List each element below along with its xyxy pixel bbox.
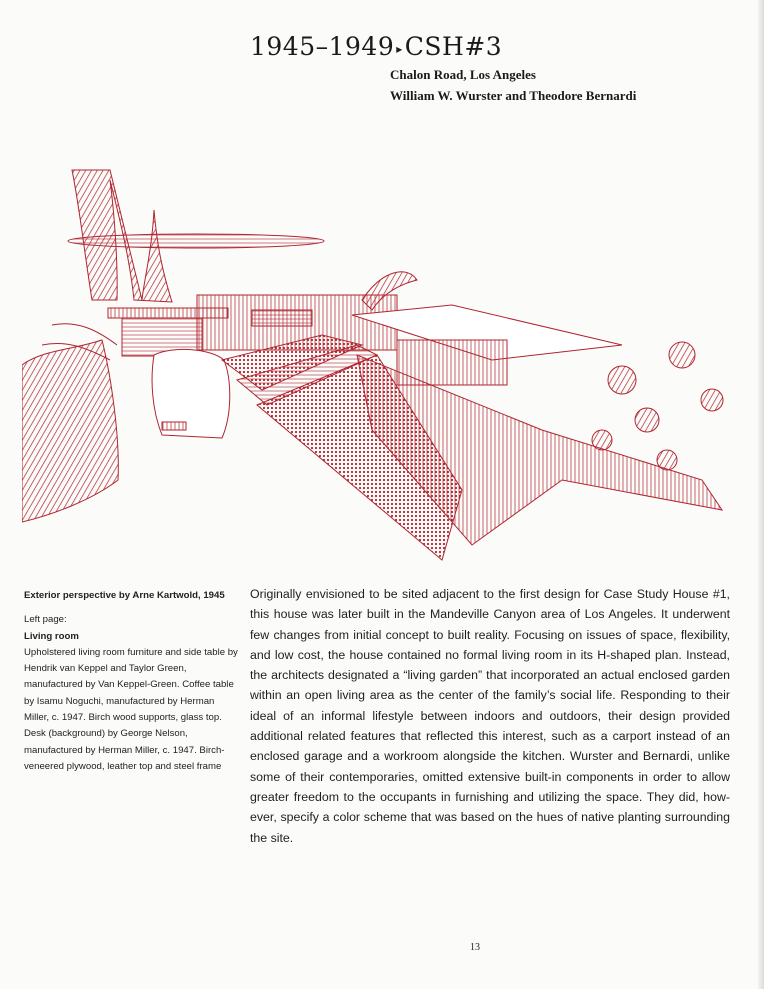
exterior-perspective-illustration bbox=[22, 150, 734, 565]
house-windows bbox=[252, 310, 312, 326]
page-number: 13 bbox=[470, 942, 480, 953]
location-subtitle: Chalon Road, Los Angeles bbox=[390, 67, 536, 82]
architects-subtitle: William W. Wurster and Theodore Bernardi bbox=[390, 88, 637, 103]
hillside-foliage bbox=[22, 340, 118, 522]
caption-room: Living room bbox=[24, 630, 79, 642]
caption-description: Upholstered living room furniture and side table by Hendrik van Keppel and Taylor Green, manufactured by Van Keppel-Green. Coffee table by Isamu Noguchi, manufactured by Herman Miller, c. 1947. Birch wood supports, glass top. Desk (background) by George Nelson, manufactured by Herman Miller, c. 1947. Birch-veneered plywood, leather top and steel frame bbox=[24, 646, 238, 772]
car-license-plate bbox=[162, 422, 186, 430]
title-years: 1945–1949 bbox=[250, 32, 395, 61]
body-paragraph: Originally envisioned to be sited adjacent to the first design for Case Study House #1, this house was later built in the Mandeville Canyon area of Los Angeles. It underwent few changes from initial concept to built reality. Focusing on issues of space, flexibility, and low cost, the house contained no formal living room in its H-shaped plan. Instead, the architects designated a “living garden” that incorporated an actual enclosed garden within an open living area as the center of the family’s social life. Responding to their ideal of an informal lifestyle between indoors and outdoors, their design provided additional related features that reflected this interest, such as a carport instead of an enclosed garage and a workroom alongside the kitchen. Wurster and Bernardi, unlike some of their contemporaries, omitted extensive built-in components in order to allow greater freedom to the occupants in furnishing and utilizing the space. They did, however, specify a color scheme that was based on the hues of native planting surrounding the site. bbox=[250, 587, 730, 845]
illustration-caption bbox=[24, 588, 239, 775]
caption-left-page-label: Left page: bbox=[24, 614, 67, 626]
caption-title: Exterior perspective by Arne Kartwold, 1945 bbox=[24, 590, 225, 601]
daisy-flowers bbox=[592, 342, 723, 470]
page-title bbox=[250, 32, 502, 61]
title-arrow-icon: ▸ bbox=[396, 41, 403, 56]
title-house-number: CSH#3 bbox=[404, 32, 503, 61]
page-edge bbox=[758, 0, 764, 989]
